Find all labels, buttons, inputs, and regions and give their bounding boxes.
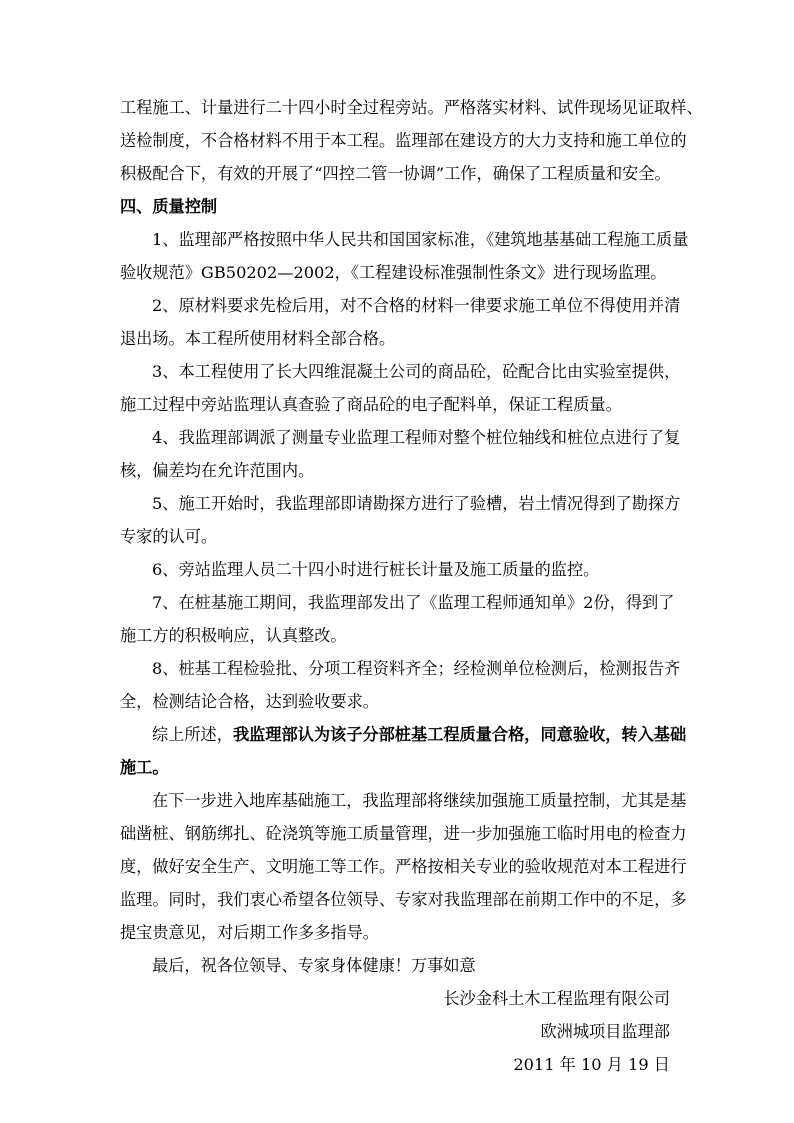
closing-line: 最后，祝各位领导、专家身体健康！万事如意 bbox=[152, 956, 476, 975]
item-4-line-2: 核，偏差均在允许范围内。 bbox=[120, 461, 315, 480]
item-5-line-2: 专家的认可。 bbox=[120, 527, 218, 546]
conclusion-bold: 我监理部认为该子分部桩基工程质量合格，同意验收，转入基础 bbox=[232, 725, 687, 744]
item-1-line-2: 验收规范》GB50202—2002，《工程建设标准强制性条文》进行现场监理。 bbox=[120, 263, 667, 282]
item-6-line-1: 6、旁站监理人员二十四小时进行桩长计量及施工质量的监控。 bbox=[152, 560, 600, 579]
signature-company: 长沙金科土木工程监理有限公司 bbox=[443, 989, 670, 1008]
item-8-line-2: 全，检测结论合格，达到验收要求。 bbox=[120, 692, 379, 711]
signature-date: 2011 年 10 月 19 日 bbox=[513, 1055, 670, 1074]
item-7-line-1: 7、在桩基施工期间，我监理部发出了《监理工程师通知单》2份，得到了 bbox=[152, 593, 675, 612]
item-1-line-1: 1、监理部严格按照中华人民共和国国家标准，《建筑地基基础工程施工质量 bbox=[152, 230, 689, 249]
item-8-line-1: 8、桩基工程检验批、分项工程资料齐全；经检测单位检测后，检测报告齐 bbox=[152, 659, 681, 678]
next-step-line-1: 在下一步进入地库基础施工，我监理部将继续加强施工质量控制，尤其是基 bbox=[152, 791, 687, 810]
intro-line-2: 送检制度，不合格材料不用于本工程。监理部在建设方的大力支持和施工单位的 bbox=[120, 131, 687, 150]
item-4-line-1: 4、我监理部调派了测量专业监理工程师对整个桩位轴线和桩位点进行了复 bbox=[152, 428, 681, 447]
section-heading: 四、质量控制 bbox=[120, 197, 218, 216]
next-step-line-2: 础凿桩、钢筋绑扎、砼浇筑等施工质量管理，进一步加强施工临时用电的检查力 bbox=[120, 824, 687, 843]
item-3-line-1: 3、本工程使用了长大四维混凝土公司的商品砼，砼配合比由实验室提供， bbox=[152, 362, 681, 381]
item-7-line-2: 施工方的积极响应，认真整改。 bbox=[120, 626, 347, 645]
next-step-line-3: 度，做好安全生产、文明施工等工作。严格按相关专业的验收规范对本工程进行 bbox=[120, 857, 687, 876]
conclusion-line-1 bbox=[152, 725, 686, 745]
item-2-line-1: 2、原材料要求先检后用，对不合格的材料一律要求施工单位不得使用并清 bbox=[152, 296, 681, 315]
signature-department: 欧洲城项目监理部 bbox=[540, 1022, 670, 1041]
intro-line-3: 积极配合下，有效的开展了“四控二管一协调”工作，确保了工程质量和安全。 bbox=[120, 164, 671, 183]
item-2-line-2: 退出场。本工程所使用材料全部合格。 bbox=[120, 329, 396, 348]
intro-line-1: 工程施工、计量进行二十四小时全过程旁站。严格落实材料、试件现场见证取样、 bbox=[120, 98, 703, 117]
conclusion-lead: 综上所述， bbox=[152, 725, 233, 744]
item-3-line-2: 施工过程中旁站监理认真查验了商品砼的电子配料单，保证工程质量。 bbox=[120, 395, 622, 414]
item-5-line-1: 5、施工开始时，我监理部即请勘探方进行了验槽，岩土情况得到了勘探方 bbox=[152, 494, 681, 513]
conclusion-line-2: 施工。 bbox=[120, 758, 169, 777]
next-step-line-5: 提宝贵意见，对后期工作多多指导。 bbox=[120, 923, 379, 942]
next-step-line-4: 监理。同时，我们衷心希望各位领导、专家对我监理部在前期工作中的不足，多 bbox=[120, 890, 687, 909]
